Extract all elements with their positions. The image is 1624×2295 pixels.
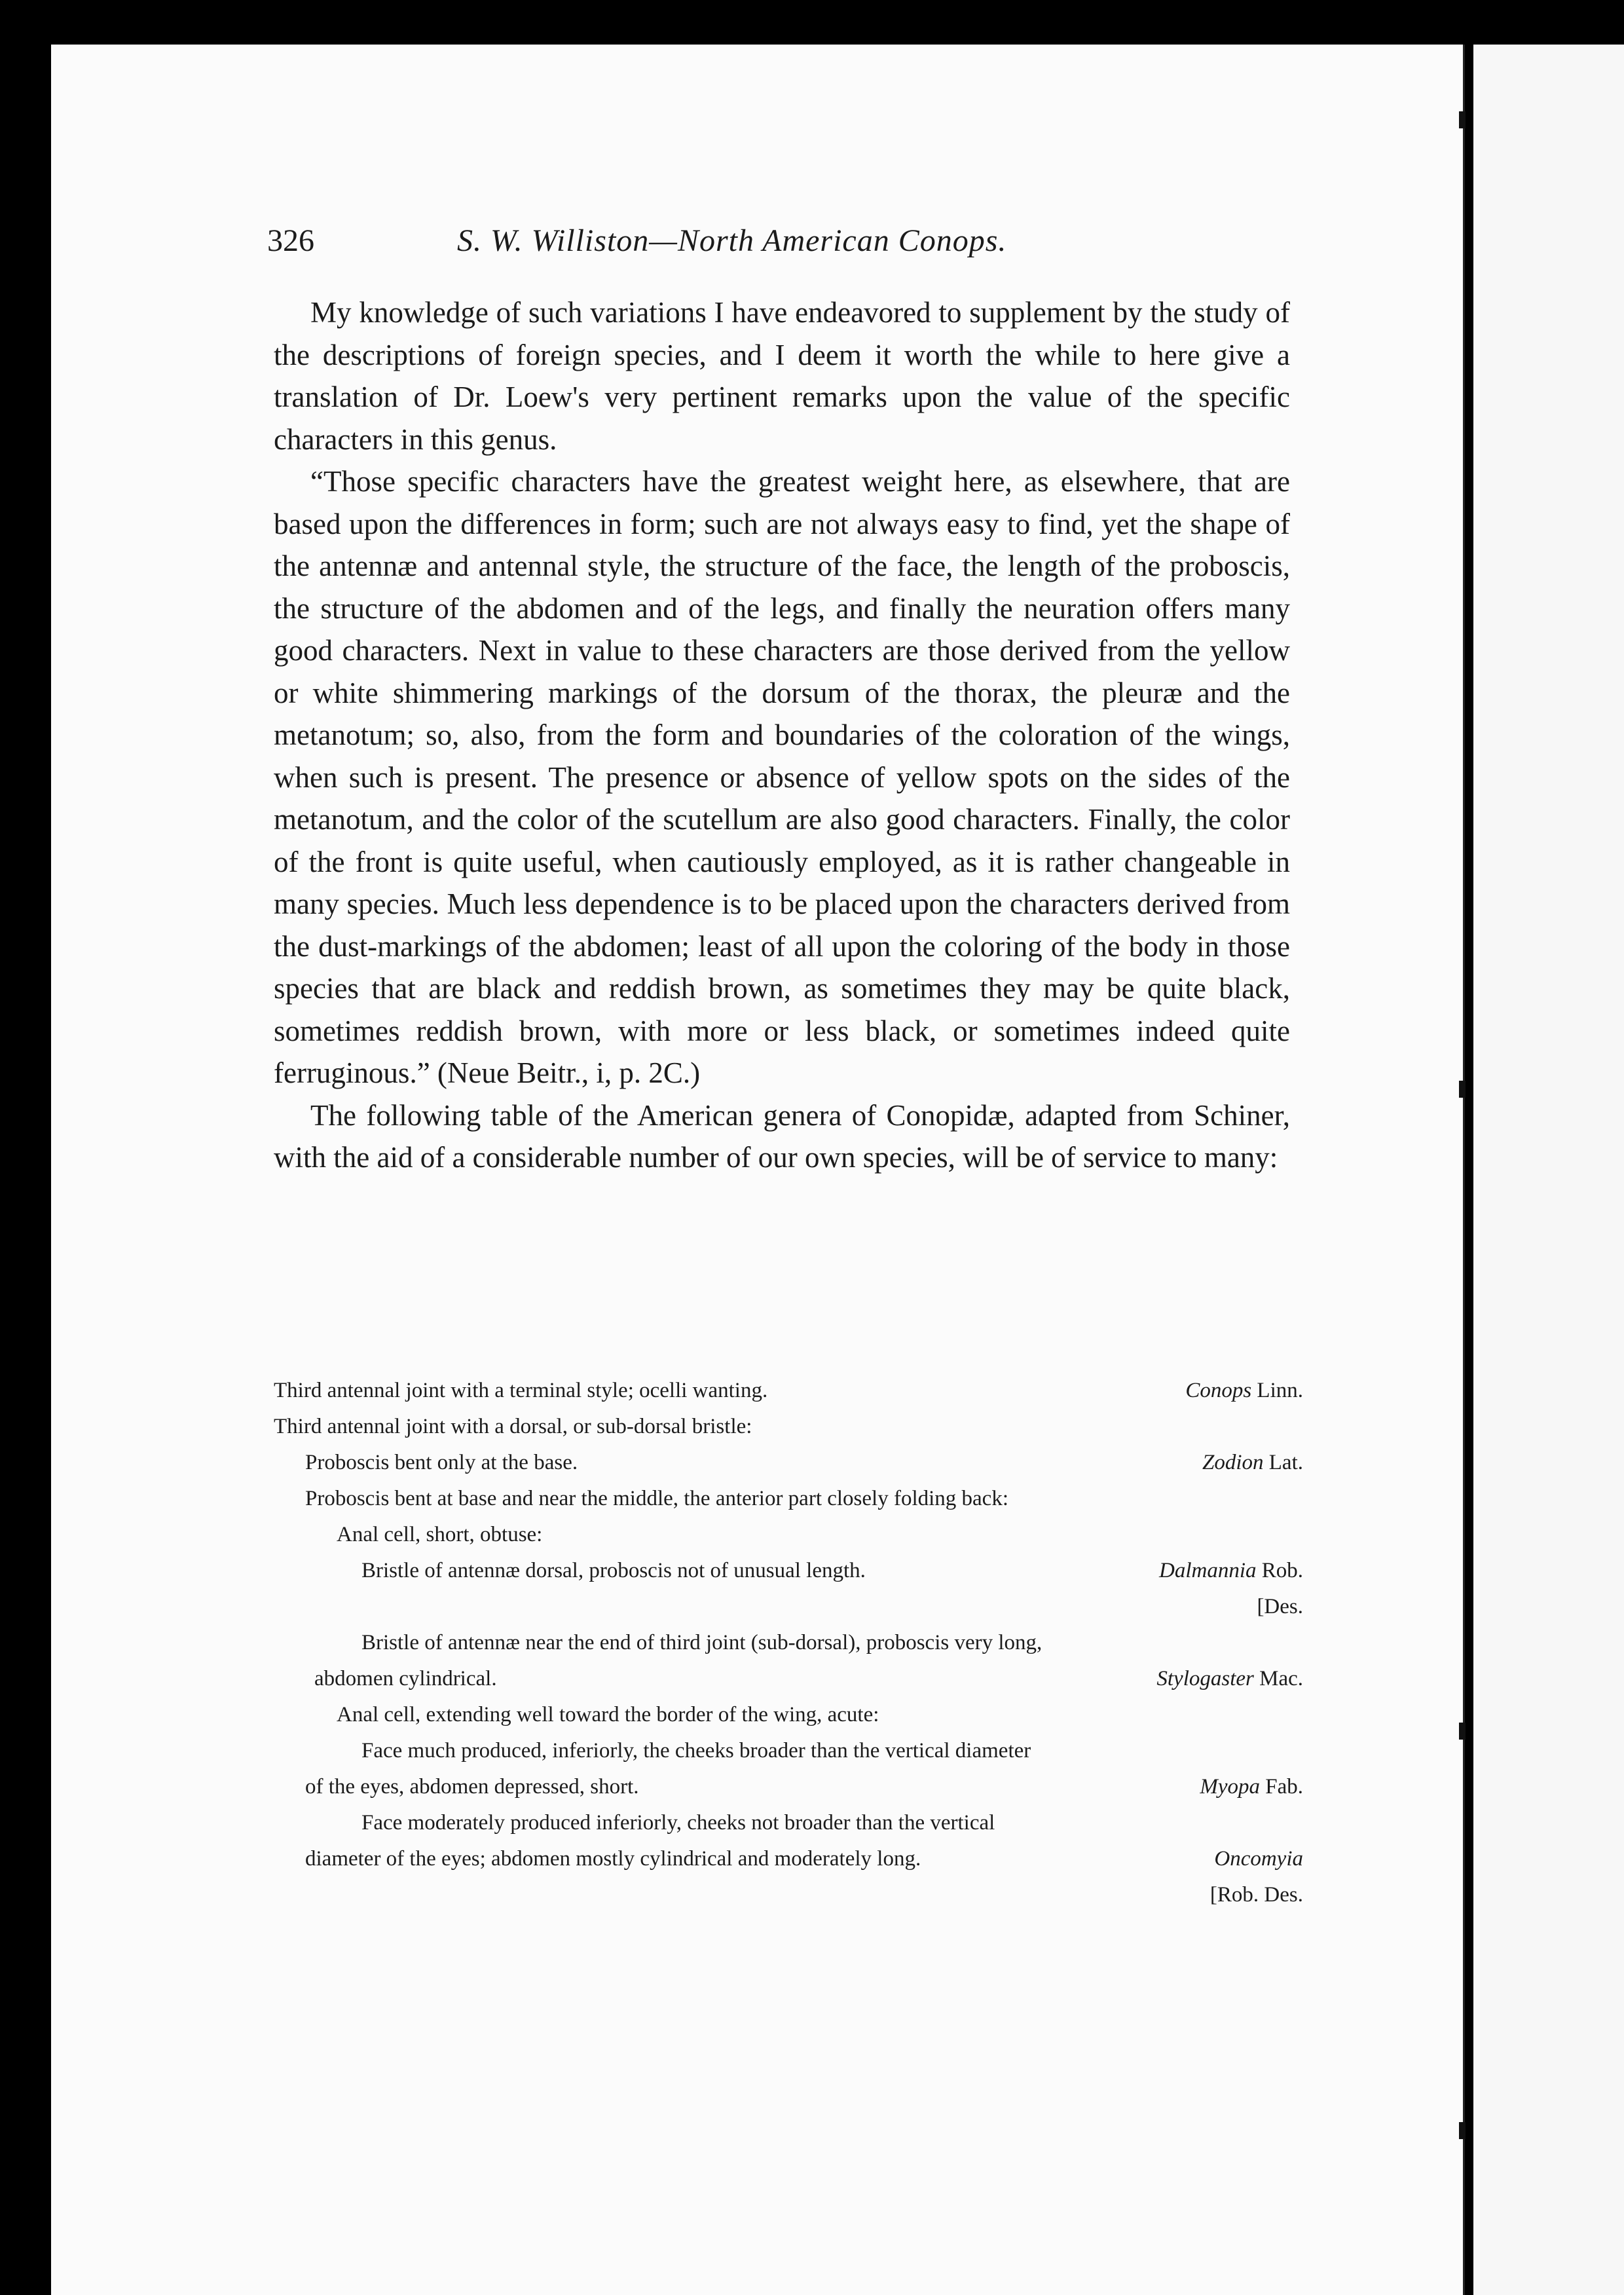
genus-italic: Stylogaster xyxy=(1156,1667,1254,1690)
running-title: S. W. Williston—North American Conops. xyxy=(457,223,1007,258)
key-row xyxy=(274,1481,1303,1517)
key-row xyxy=(274,1697,1303,1733)
key-description: Bristle of antennæ near the end of third joint (sub-dorsal), proboscis very long, xyxy=(361,1631,1043,1654)
key-description: abdomen cylindrical. xyxy=(314,1667,497,1690)
genus-italic: Zodion xyxy=(1202,1451,1264,1474)
genus-authority: Fab. xyxy=(1260,1775,1303,1799)
key-description: Anal cell, short, obtuse: xyxy=(337,1523,543,1546)
adjacent-page-edge xyxy=(1473,45,1624,2295)
key-row xyxy=(274,1409,1303,1445)
gutter-mark xyxy=(1459,2122,1466,2139)
paragraph: “Those specific characters have the greatest weight here, as elsewhere, that are based upon the differences in form; such are not always easy to find, yet the shape of the antennæ and antennal style, the structure of the face, the length of the proboscis, the structure of the abdomen and of the legs, and finally the neuration offers many good characters. Next in value to these characters are those derived from the yellow or white shimmering markings of the dorsum of the thorax, the pleuræ and the metanotum; so, also, from the form and boundaries of the coloration of the wings, when such is present. The presence or absence of yellow spots on the sides of the metanotum, and the color of the scutellum are also good characters. Finally, the color of the front is quite useful, when cautiously employed, as it is rather changeable in many species. Much less dependence is to be placed upon the characters derived from the dust-markings of the abdomen; least of all upon the coloring of the body in those species that are black and reddish brown, as sometimes they may be quite black, sometimes reddish brown, with more or less black, or sometimes indeed quite ferruginous.” (Neue Beitr., i, p. 2C.) xyxy=(274,465,1290,1089)
key-row xyxy=(274,1877,1303,1913)
page-number: 326 xyxy=(267,223,314,258)
key-description: Anal cell, extending well toward the border of the wing, acute: xyxy=(337,1703,879,1726)
key-row xyxy=(274,1769,1303,1805)
paragraph: The following table of the American genera of Conopidæ, adapted from Schiner, with the aid of a considerable number of our own species, will be of service to many: xyxy=(274,1098,1290,1174)
genus-italic: Myopa xyxy=(1200,1775,1260,1799)
gutter-mark xyxy=(1459,1081,1466,1098)
key-row xyxy=(274,1589,1303,1625)
key-description: Third antennal joint with a dorsal, or sub-dorsal bristle: xyxy=(274,1415,752,1438)
genus-authority: Rob. xyxy=(1256,1559,1303,1582)
key-row xyxy=(274,1805,1303,1841)
genus-name xyxy=(1202,1445,1303,1481)
genus-name xyxy=(1214,1841,1303,1877)
key-description: Face much produced, inferiorly, the cheeks broader than the vertical diameter xyxy=(361,1739,1031,1763)
page-header xyxy=(267,223,1315,269)
gutter-mark xyxy=(1459,1723,1466,1740)
key-description: Third antennal joint with a terminal style; ocelli wanting. xyxy=(274,1379,768,1402)
key-row xyxy=(274,1373,1303,1409)
genus-authority: Mac. xyxy=(1253,1667,1303,1690)
genus-italic: Oncomyia xyxy=(1214,1847,1303,1871)
body-text xyxy=(274,291,1290,1179)
authority-continuation: [Rob. Des. xyxy=(1209,1883,1303,1907)
key-row xyxy=(274,1625,1303,1661)
genus-italic: Conops xyxy=(1185,1379,1252,1402)
key-row xyxy=(274,1445,1303,1481)
genus-authority: Lat. xyxy=(1263,1451,1303,1474)
genus-name xyxy=(1159,1553,1303,1589)
key-description: Proboscis bent at base and near the middle, the anterior part closely folding back: xyxy=(305,1487,1008,1510)
genus-italic: Dalmannia xyxy=(1158,1559,1257,1582)
key-row xyxy=(274,1661,1303,1697)
authority-continuation: [Des. xyxy=(1257,1595,1303,1618)
key-row xyxy=(274,1517,1303,1553)
paragraph: My knowledge of such variations I have endeavored to supplement by the study of the descriptions of foreign species, and I deem it worth the while to here give a translation of Dr. Loew's very pertinent remarks upon the value of the specific characters in this genus. xyxy=(274,296,1290,456)
key-row xyxy=(274,1841,1303,1877)
key-row xyxy=(274,1553,1303,1589)
genera-key-table xyxy=(274,1373,1303,1913)
gutter-mark xyxy=(1459,111,1466,128)
gutter-line xyxy=(1463,45,1465,2295)
key-description: Bristle of antennæ dorsal, proboscis not of unusual length. xyxy=(361,1559,866,1582)
key-description: diameter of the eyes; abdomen mostly cylindrical and moderately long. xyxy=(305,1847,921,1871)
genus-name xyxy=(1185,1373,1303,1409)
genus-name xyxy=(1156,1661,1303,1697)
key-description: Face moderately produced inferiorly, cheeks not broader than the vertical xyxy=(361,1811,995,1835)
key-row xyxy=(274,1733,1303,1769)
key-description: Proboscis bent only at the base. xyxy=(305,1451,578,1474)
genus-authority: Linn. xyxy=(1251,1379,1303,1402)
genus-name xyxy=(1200,1769,1303,1805)
key-description: of the eyes, abdomen depressed, short. xyxy=(305,1775,639,1799)
